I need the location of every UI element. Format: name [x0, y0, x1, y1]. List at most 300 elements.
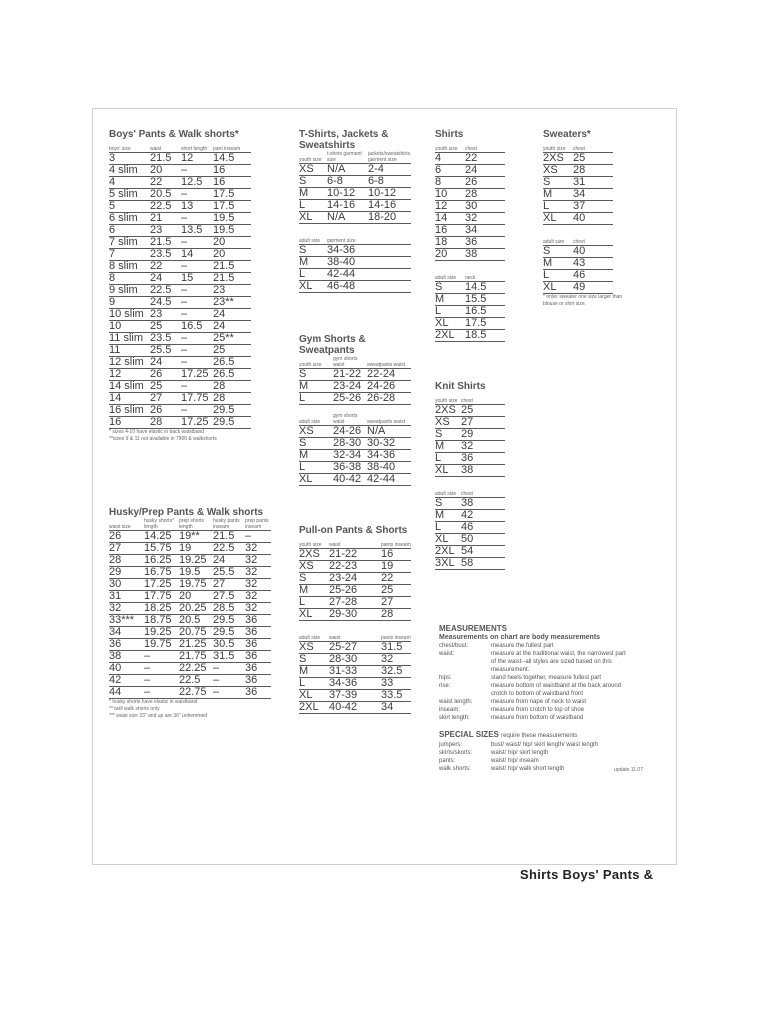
table-cell: M: [299, 381, 333, 393]
table-row: [543, 213, 613, 225]
table-cell: 14: [181, 249, 213, 261]
table-cell: 23.5: [150, 249, 181, 261]
table-cell: 37-39: [329, 690, 381, 702]
table-cell: 21.5: [213, 531, 245, 543]
table-cell: 20.25: [179, 603, 213, 615]
table-row: [109, 321, 251, 333]
knit-shirts-section: [435, 381, 505, 570]
table-cell: 2-4: [368, 164, 411, 176]
table-cell: 19.5: [213, 225, 251, 237]
table-cell: S: [435, 498, 461, 510]
column-header: boys' size: [109, 140, 150, 153]
table-row: [109, 381, 251, 393]
table-cell: 8: [109, 273, 150, 285]
table-cell: 20.75: [179, 627, 213, 639]
table-cell: 26-28: [367, 393, 411, 405]
table-cell: 24-26: [367, 381, 411, 393]
table-cell: 36: [109, 639, 144, 651]
table-cell: 21: [150, 213, 181, 225]
table-cell: 5: [109, 201, 150, 213]
table-cell: 22.25: [179, 663, 213, 675]
table-cell: 4: [109, 177, 150, 189]
table-cell: 22: [465, 153, 505, 165]
measurement-term: walk shorts:: [439, 766, 471, 772]
table-cell: 22.5: [150, 201, 181, 213]
measurement-definition: waist/ hip/ walk short length: [491, 766, 565, 772]
boys-pants-table: [109, 140, 251, 429]
column-header: adult size: [299, 413, 333, 426]
table-row: [299, 393, 411, 405]
table-cell: 19.25: [179, 555, 213, 567]
table-cell: 40: [573, 213, 613, 225]
table-cell: 6-8: [327, 176, 368, 188]
table-cell: 21.5: [150, 237, 181, 249]
table-row: [435, 465, 505, 477]
table-cell: 16: [213, 177, 251, 189]
table-row: [299, 245, 411, 257]
table-row: [109, 177, 251, 189]
table-cell: 31: [573, 177, 613, 189]
table-cell: 22.5: [179, 675, 213, 687]
table-cell: –: [144, 687, 179, 699]
table-cell: 25: [381, 585, 411, 597]
table-cell: 12 slim: [109, 357, 150, 369]
table-cell: 20.5: [179, 615, 213, 627]
table-cell: 16.5: [465, 306, 505, 318]
column-header: chest: [461, 392, 505, 405]
table-cell: 10-12: [368, 188, 411, 200]
measurement-term: chest/bust:: [439, 643, 469, 649]
table-row: [109, 213, 251, 225]
table-cell: 18.75: [144, 615, 179, 627]
table-row: [435, 189, 505, 201]
table-cell: 49: [573, 282, 613, 294]
table-cell: 34: [381, 702, 411, 714]
table-cell: 36: [245, 639, 271, 651]
table-cell: 17.25: [144, 579, 179, 591]
table-row: [299, 281, 411, 293]
table-cell: 44: [109, 687, 144, 699]
table-cell: 32: [245, 567, 271, 579]
table-row: [109, 285, 251, 297]
table-cell: XL: [299, 212, 327, 224]
table-cell: 34-36: [327, 245, 411, 257]
table-row: [299, 450, 411, 462]
table-cell: 23-24: [333, 381, 367, 393]
table-cell: 24: [465, 165, 505, 177]
boys-pants-section: [109, 129, 251, 443]
table-cell: L: [299, 393, 333, 405]
table-cell: 36: [461, 453, 505, 465]
column-header: prep pants inseam: [245, 518, 271, 531]
measurement-definition: measure at the traditional waist, the narrowest part of the waist--all styles are sized based on this measurement.: [491, 651, 626, 673]
table-cell: 12: [435, 201, 465, 213]
table-cell: 11: [109, 345, 150, 357]
table-cell: 20: [435, 249, 465, 261]
table-cell: 42-44: [367, 474, 411, 486]
table-row: [543, 153, 613, 165]
table-cell: 7: [109, 249, 150, 261]
table-cell: 17.25: [181, 417, 213, 429]
column-header: adult size: [299, 232, 327, 245]
table-row: [109, 615, 271, 627]
table-cell: 28: [109, 555, 144, 567]
table-cell: XL: [435, 465, 461, 477]
measurement-row: [439, 749, 629, 757]
table-cell: 2XL: [299, 702, 329, 714]
table-row: [435, 237, 505, 249]
measurement-definition: measure bottom of waistband at the back around crotch to bottom of waistband front: [491, 683, 622, 697]
sweaters-adult-table: [543, 233, 613, 294]
table-row: [543, 189, 613, 201]
column-header: chest: [573, 140, 613, 153]
table-cell: 36-38: [333, 462, 367, 474]
table-cell: M: [435, 510, 461, 522]
husky-note-2: ** twill walk shorts only: [109, 706, 160, 712]
table-cell: XL: [299, 474, 333, 486]
table-row: [543, 165, 613, 177]
measurement-definition: measure the fullest part: [491, 643, 554, 649]
table-row: [543, 282, 613, 294]
table-cell: 19.5: [179, 567, 213, 579]
table-cell: 36: [245, 663, 271, 675]
table-cell: 22-23: [329, 561, 381, 573]
table-cell: 17.25: [181, 369, 213, 381]
table-cell: XL: [435, 318, 465, 330]
table-cell: 28: [573, 165, 613, 177]
table-cell: 28: [465, 189, 505, 201]
table-cell: 17.75: [144, 591, 179, 603]
table-cell: 24: [213, 309, 251, 321]
table-row: [109, 603, 271, 615]
table-cell: 25.5: [150, 345, 181, 357]
table-cell: M: [299, 450, 333, 462]
table-row: [299, 200, 411, 212]
table-cell: 14-16: [327, 200, 368, 212]
table-row: [109, 663, 271, 675]
table-cell: 32: [245, 591, 271, 603]
table-cell: –: [213, 663, 245, 675]
column-header: youth size: [435, 392, 461, 405]
table-header-row: [435, 392, 505, 405]
table-cell: 25-26: [329, 585, 381, 597]
table-cell: M: [435, 294, 465, 306]
table-cell: 4 slim: [109, 165, 150, 177]
measurement-definition: measure from nape of neck to waist: [491, 699, 587, 705]
table-cell: 37: [573, 201, 613, 213]
table-cell: XS: [299, 426, 333, 438]
shirts-youth-table: [435, 140, 505, 261]
table-cell: 33: [381, 678, 411, 690]
column-header: neck: [465, 269, 505, 282]
table-cell: 27: [381, 597, 411, 609]
table-row: [435, 534, 505, 546]
table-row: [299, 164, 411, 176]
table-row: [109, 225, 251, 237]
table-cell: 31.5: [381, 642, 411, 654]
table-cell: 4: [435, 153, 465, 165]
table-cell: 22.5: [213, 543, 245, 555]
measurement-row: [439, 741, 629, 749]
table-cell: M: [299, 666, 329, 678]
table-cell: S: [543, 177, 573, 189]
table-cell: XS: [299, 164, 327, 176]
table-row: [109, 405, 251, 417]
table-cell: 36: [245, 615, 271, 627]
sweaters-youth-table: [543, 140, 613, 225]
table-cell: 25: [150, 381, 181, 393]
table-row: [299, 426, 411, 438]
measurement-row: [439, 682, 629, 698]
table-cell: 46-48: [327, 281, 411, 293]
table-cell: 25-27: [329, 642, 381, 654]
boys-note-1: * sizes 4-10 have elastic in back waistband: [109, 429, 205, 435]
table-cell: 21.5: [213, 273, 251, 285]
table-cell: 32: [245, 555, 271, 567]
table-cell: 10 slim: [109, 309, 150, 321]
table-cell: 38-40: [327, 257, 411, 269]
husky-prep-table: [109, 518, 271, 699]
table-cell: 34-36: [367, 450, 411, 462]
section-title: Gym Shorts & Sweatpants: [299, 334, 366, 356]
table-cell: M: [543, 258, 573, 270]
table-cell: S: [299, 573, 329, 585]
table-cell: 23: [213, 285, 251, 297]
table-cell: 10: [435, 189, 465, 201]
column-header: waist: [329, 629, 381, 642]
measurement-definition: stand heels together, measure fullest part: [491, 675, 602, 681]
table-cell: 42-44: [327, 269, 411, 281]
table-cell: –: [144, 651, 179, 663]
section-title: Shirts: [435, 129, 464, 140]
table-cell: 29-30: [329, 609, 381, 621]
table-cell: 28: [150, 417, 181, 429]
table-cell: 28: [213, 381, 251, 393]
table-cell: 25: [461, 405, 505, 417]
table-cell: 24: [150, 357, 181, 369]
table-row: [109, 531, 271, 543]
table-cell: 50: [461, 534, 505, 546]
column-header: pants inseam: [381, 536, 411, 549]
table-cell: S: [299, 176, 327, 188]
column-header: jackets/sweatshirts garment size: [368, 151, 410, 163]
table-header-row: [299, 629, 411, 642]
pullon-adult-table: [299, 629, 411, 714]
table-cell: 15.5: [465, 294, 505, 306]
table-cell: 13: [181, 201, 213, 213]
table-header-row: [109, 140, 251, 153]
table-row: [435, 249, 505, 261]
table-row: [299, 474, 411, 486]
table-row: [109, 567, 271, 579]
measurement-term: pants:: [439, 758, 456, 764]
table-cell: 24.5: [150, 297, 181, 309]
gym-shorts-section: [299, 334, 411, 486]
table-cell: 38: [461, 465, 505, 477]
column-header: sweatpants waist: [367, 413, 411, 426]
table-row: [543, 177, 613, 189]
table-cell: 18-20: [368, 212, 411, 224]
table-cell: 26: [150, 369, 181, 381]
table-cell: 24: [213, 555, 245, 567]
table-cell: L: [543, 270, 573, 282]
table-cell: 21-22: [333, 369, 367, 381]
table-row: [109, 687, 271, 699]
table-cell: 19.75: [144, 639, 179, 651]
table-cell: 23**: [213, 297, 251, 309]
table-cell: L: [299, 462, 333, 474]
column-header: youth size: [435, 140, 465, 153]
column-header: youth size: [299, 356, 333, 369]
table-row: [109, 189, 251, 201]
table-cell: 29.5: [213, 417, 251, 429]
table-cell: 34: [465, 225, 505, 237]
pullon-section: [299, 525, 411, 714]
table-row: [299, 269, 411, 281]
measurement-definition: waist/ hip/ skirt length: [491, 750, 549, 756]
table-cell: L: [299, 597, 329, 609]
column-header: chest: [461, 485, 505, 498]
shirts-section: [435, 129, 505, 342]
table-cell: 8: [435, 177, 465, 189]
table-cell: 33***: [109, 615, 144, 627]
table-cell: 20: [179, 591, 213, 603]
table-row: [435, 177, 505, 189]
table-cell: 7 slim: [109, 237, 150, 249]
section-title: Knit Shirts: [435, 381, 486, 392]
table-row: [109, 651, 271, 663]
tshirts-youth-table: [299, 151, 411, 224]
table-cell: 18.25: [144, 603, 179, 615]
table-cell: 5 slim: [109, 189, 150, 201]
table-cell: –: [181, 213, 213, 225]
table-cell: 36: [245, 675, 271, 687]
table-cell: 2XL: [435, 330, 465, 342]
measurement-row: [439, 698, 629, 706]
table-header-row: [435, 269, 505, 282]
table-cell: 16: [109, 417, 150, 429]
gym-adult-table: [299, 413, 411, 486]
table-cell: 25.5: [213, 567, 245, 579]
table-cell: 17.5: [213, 189, 251, 201]
table-cell: 2XS: [435, 405, 461, 417]
table-cell: 3XL: [435, 558, 461, 570]
table-cell: 36: [245, 627, 271, 639]
column-header: short length: [181, 140, 213, 153]
table-cell: 29.5: [213, 627, 245, 639]
section-title: Sweaters*: [543, 129, 591, 140]
table-cell: L: [435, 453, 461, 465]
table-row: [299, 678, 411, 690]
column-header: adult size: [435, 269, 465, 282]
table-cell: S: [435, 429, 461, 441]
table-row: [299, 188, 411, 200]
table-header-row: [109, 518, 271, 531]
table-cell: 40: [109, 663, 144, 675]
special-sizes-heading: [439, 730, 629, 741]
table-cell: 14 slim: [109, 381, 150, 393]
table-cell: 20.5: [150, 189, 181, 201]
column-header: t-shirts garment size: [327, 151, 368, 164]
table-row: [299, 257, 411, 269]
gym-youth-table: [299, 356, 411, 405]
table-row: [109, 345, 251, 357]
table-cell: 24: [213, 321, 251, 333]
table-row: [299, 438, 411, 450]
table-cell: 19**: [179, 531, 213, 543]
table-row: [109, 543, 271, 555]
table-cell: 23-24: [329, 573, 381, 585]
column-header: waist: [329, 536, 381, 549]
table-row: [299, 642, 411, 654]
table-cell: M: [435, 441, 461, 453]
table-row: [435, 225, 505, 237]
measurement-term: rise:: [439, 683, 451, 689]
table-cell: 21.5: [150, 153, 181, 165]
husky-note-1: * husky shorts have elastic in waistband: [109, 699, 198, 705]
table-cell: XS: [435, 417, 461, 429]
table-row: [109, 309, 251, 321]
knit-adult-table: [435, 485, 505, 570]
table-cell: 24: [150, 273, 181, 285]
table-cell: 32: [245, 543, 271, 555]
table-row: [435, 165, 505, 177]
column-header: chest: [465, 140, 505, 153]
table-row: [435, 282, 505, 294]
table-cell: 34: [573, 189, 613, 201]
measurements-list: [439, 642, 629, 722]
special-sizes-list: [439, 741, 629, 773]
column-header: prep shorts length: [179, 518, 213, 531]
table-row: [109, 579, 271, 591]
table-cell: –: [213, 675, 245, 687]
table-cell: 25: [213, 345, 251, 357]
table-cell: 16 slim: [109, 405, 150, 417]
table-cell: 46: [573, 270, 613, 282]
measurement-term: skirt length:: [439, 715, 470, 721]
table-cell: M: [299, 188, 327, 200]
table-cell: 38-40: [367, 462, 411, 474]
table-cell: 32: [245, 579, 271, 591]
column-header: pant inseam: [213, 140, 251, 153]
table-row: [435, 294, 505, 306]
table-cell: 31-33: [329, 666, 381, 678]
table-header-row: [543, 140, 613, 153]
table-cell: 42: [109, 675, 144, 687]
table-cell: 27: [461, 417, 505, 429]
table-cell: 22: [381, 573, 411, 585]
table-cell: 28.5: [213, 603, 245, 615]
table-cell: 15: [181, 273, 213, 285]
table-cell: 22.5: [150, 285, 181, 297]
table-cell: 20: [213, 249, 251, 261]
measurement-definition: waist/ hip/ inseam: [491, 758, 539, 764]
table-cell: –: [181, 165, 213, 177]
table-row: [109, 165, 251, 177]
table-cell: 34: [109, 627, 144, 639]
table-cell: 20: [213, 237, 251, 249]
table-cell: 30: [465, 201, 505, 213]
table-row: [299, 597, 411, 609]
measurement-term: waist length:: [439, 699, 473, 705]
table-row: [435, 153, 505, 165]
table-cell: 46: [461, 522, 505, 534]
table-cell: 16: [381, 549, 411, 561]
table-cell: –: [181, 405, 213, 417]
table-row: [109, 369, 251, 381]
table-row: [435, 429, 505, 441]
table-cell: 54: [461, 546, 505, 558]
